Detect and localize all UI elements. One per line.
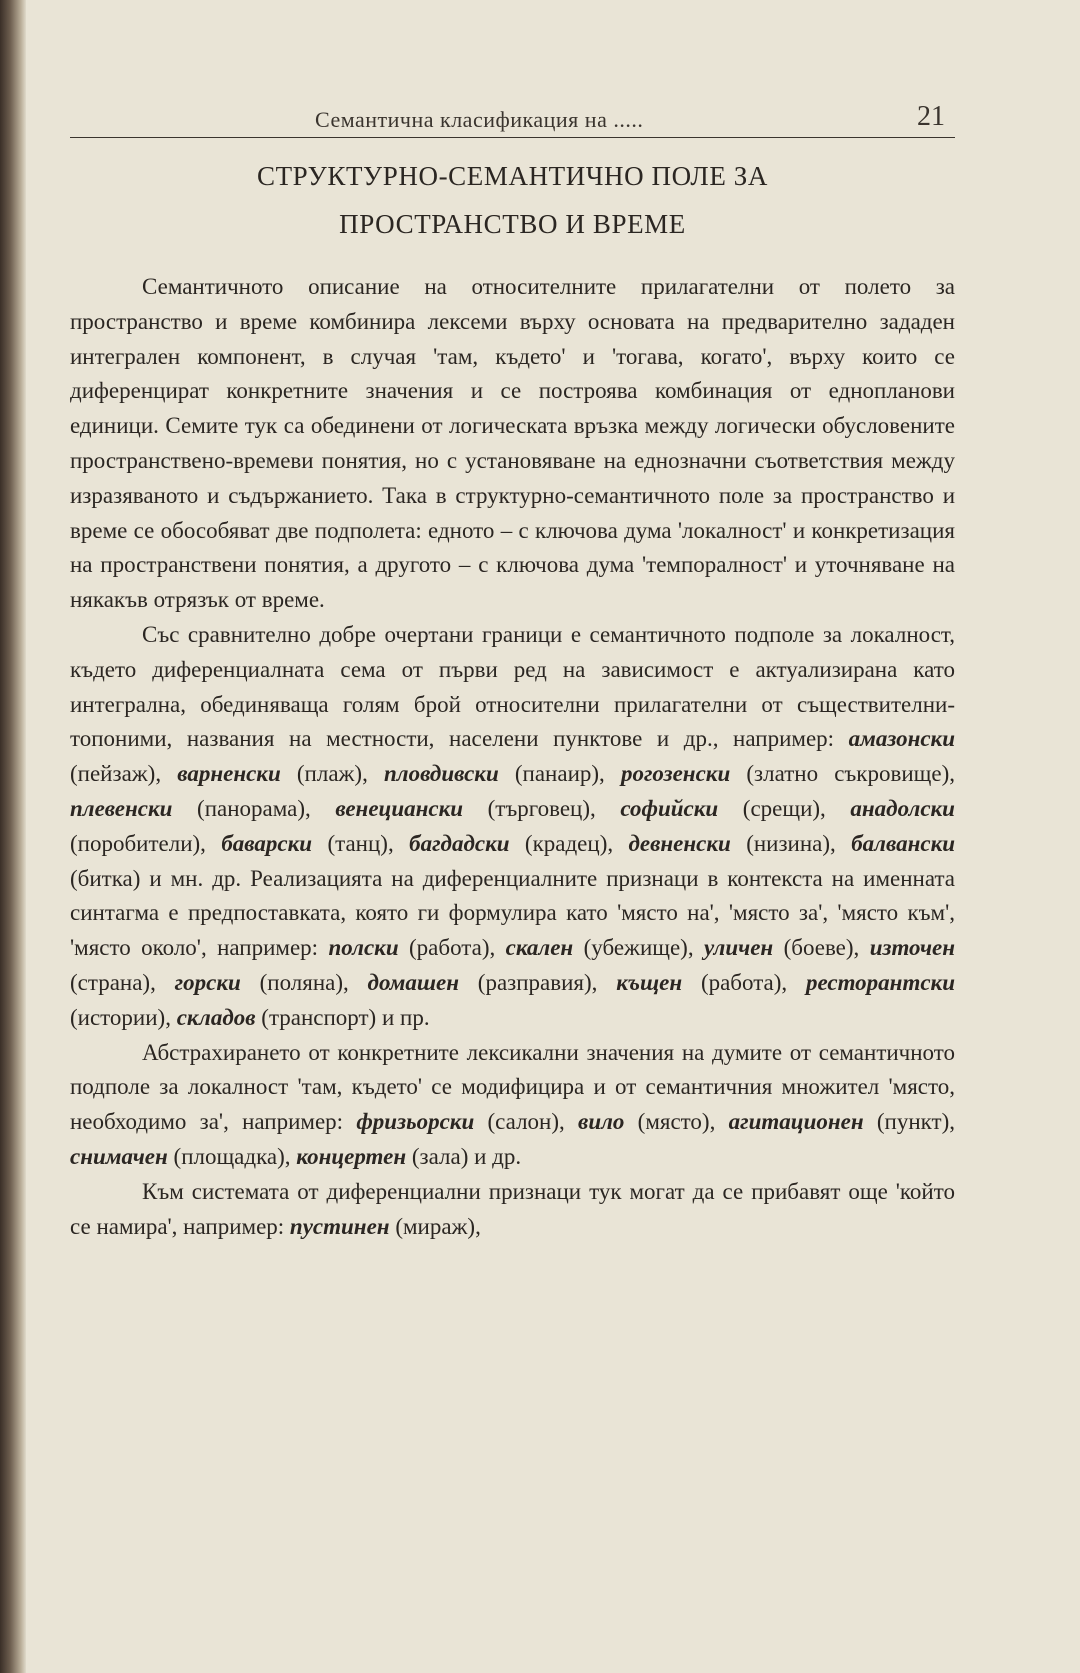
example-term: баварски bbox=[221, 830, 313, 856]
example-term: горски bbox=[174, 969, 241, 995]
paragraph-text: (мираж), bbox=[389, 1213, 481, 1239]
paragraph-text: Абстрахирането от конкретните лексикални значения на думите от семантичното подполе за локалност 'там, където' се модифицира и от семантичния множител 'място, необходимо за', например: bbox=[70, 1039, 955, 1135]
chapter-title bbox=[70, 152, 955, 248]
example-term: анадолски bbox=[850, 795, 955, 821]
chapter-title-line-1: СТРУКТУРНО-СЕМАНТИЧНО ПОЛЕ ЗА bbox=[256, 161, 768, 191]
paragraph-text: (салон), bbox=[474, 1109, 579, 1135]
page-number: 21 bbox=[917, 101, 945, 132]
example-term: снимачен bbox=[70, 1143, 168, 1169]
running-head-title: Семантична класификация на ..... bbox=[315, 107, 644, 132]
example-term: венециански bbox=[335, 795, 464, 821]
example-term: вило bbox=[578, 1109, 625, 1135]
example-term: рогозенски bbox=[620, 761, 731, 787]
paragraph-text: (страна), bbox=[70, 969, 175, 995]
paragraph-text: Семантичното описание на относителните прилагателни от полето за пространство и време комбинира лексеми върху основата на предварително зададен интегрален компонент, в случая 'там, където' и 'тогава, когато', върху които се диференцират конкретните значения и се построява комбинация от еднопланови единици. Семите тук са обединени от логическата връзка между логически обусловените пространствено-времеви понятия, но с установяване на еднозначни съответствия между изразяваното и съдържанието. Така в структурно-семантичното поле за пространство и време се обособяват две подполета: едното – с ключова дума 'локалност' и конкретизация на пространствени понятия, а другото – с ключова дума 'темпоралност' и уточняване на някакъв отрязък от време. bbox=[70, 274, 955, 613]
paragraph-text: (разправия), bbox=[458, 969, 617, 995]
example-term: скален bbox=[505, 935, 574, 961]
paragraph-text: (работа), bbox=[682, 969, 806, 995]
paragraph-4 bbox=[70, 1175, 955, 1245]
paragraph-3 bbox=[70, 1036, 955, 1175]
example-term: пустинен bbox=[289, 1213, 390, 1239]
example-term: източен bbox=[869, 935, 955, 961]
example-term: софийски bbox=[620, 795, 719, 821]
book-binding-shadow bbox=[0, 0, 26, 1673]
body-text bbox=[70, 270, 955, 1244]
example-term: варненски bbox=[177, 761, 281, 787]
example-term: багдадски bbox=[409, 830, 510, 856]
paragraph-text: (срещи), bbox=[718, 795, 851, 821]
paragraph-1 bbox=[70, 270, 955, 618]
running-head bbox=[70, 103, 955, 138]
paragraph-text: (работа), bbox=[398, 935, 506, 961]
chapter-title-line-2: ПРОСТРАНСТВО И ВРЕМЕ bbox=[339, 209, 686, 239]
paragraph-text: (пункт), bbox=[863, 1109, 955, 1135]
example-term: полски bbox=[328, 935, 399, 961]
paragraph-text: (панаир), bbox=[498, 761, 621, 787]
example-term: концертен bbox=[296, 1143, 407, 1169]
paragraph-text: (боеве), bbox=[773, 935, 870, 961]
example-term: плевенски bbox=[70, 795, 173, 821]
example-term: балвански bbox=[851, 830, 956, 856]
paragraph-text: (крадец), bbox=[509, 830, 629, 856]
paragraph-text: (низина), bbox=[730, 830, 852, 856]
paragraph-text: (зала) и др. bbox=[406, 1143, 522, 1169]
paragraph-text: (поляна), bbox=[240, 969, 368, 995]
paragraph-text: (танц), bbox=[312, 830, 410, 856]
example-term: домашен bbox=[367, 969, 459, 995]
paragraph-text: (златно съкровище), bbox=[730, 761, 955, 787]
book-page bbox=[70, 0, 955, 1673]
paragraph-text: (истории), bbox=[70, 1004, 177, 1030]
example-term: складов bbox=[176, 1004, 256, 1030]
paragraph-text: (място), bbox=[624, 1109, 729, 1135]
paragraph-text: (панорама), bbox=[172, 795, 336, 821]
paragraph-text: Към системата от диференциални признаци тук могат да се прибавят още 'който се намира', например: bbox=[70, 1178, 955, 1239]
paragraph-text: (пейзаж), bbox=[70, 761, 178, 787]
example-term: фризьорски bbox=[356, 1109, 475, 1135]
example-term: уличен bbox=[703, 935, 774, 961]
paragraph-2 bbox=[70, 618, 955, 1036]
example-term: ресторантски bbox=[805, 969, 955, 995]
example-term: девненски bbox=[628, 830, 731, 856]
paragraph-text: (поробители), bbox=[70, 830, 222, 856]
paragraph-text: (транспорт) и пр. bbox=[255, 1004, 430, 1030]
example-term: къщен bbox=[616, 969, 683, 995]
paragraph-text: (убежище), bbox=[573, 935, 704, 961]
paragraph-text: Със сравнително добре очертани граници е семантичното подполе за локалност, където диференциалната сема от първи ред на зависимост е актуализирана като интегрална, обединяваща голям брой относителни прилагателни от съществителни-топоними, названия на местности, населени пунктове и др., например: bbox=[70, 621, 955, 752]
paragraph-text: (площадка), bbox=[167, 1143, 297, 1169]
paragraph-text: (плаж), bbox=[280, 761, 384, 787]
paragraph-text: (битка) и мн. др. Реализацията на диференциалните признаци в контекста на именната синтагма е предпоставката, която ги формулира като 'място на', 'място за', 'място към', 'място около', например: bbox=[70, 865, 955, 961]
example-term: агитационен bbox=[728, 1109, 864, 1135]
paragraph-text: (търговец), bbox=[463, 795, 621, 821]
example-term: пловдивски bbox=[383, 761, 499, 787]
example-term: амазонски bbox=[848, 726, 955, 752]
